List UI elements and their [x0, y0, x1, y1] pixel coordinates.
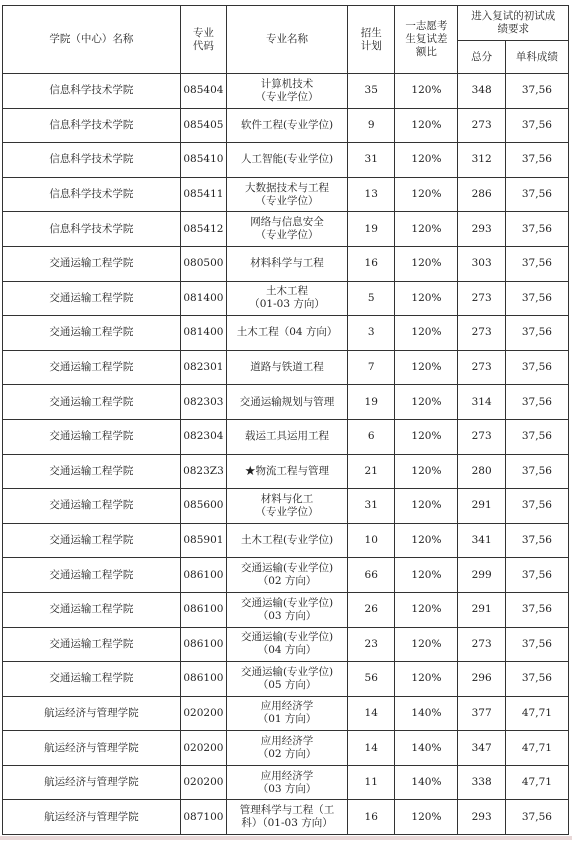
cell-code: 085901: [180, 523, 226, 558]
cell-code: 086100: [180, 627, 226, 662]
cell-code: 0823Z3: [180, 454, 226, 489]
cell-major: 交通运输(专业学位) （05 方向）: [227, 662, 348, 697]
cell-total: 347: [458, 731, 505, 766]
table-row: [3, 731, 569, 766]
cell-total: 299: [458, 558, 505, 593]
cell-major: 应用经济学 （02 方向）: [227, 731, 348, 766]
cell-school: 信息科学技术学院: [3, 74, 181, 109]
cell-major: 应用经济学 （01 方向）: [227, 696, 348, 731]
cell-single: 37,56: [505, 662, 568, 697]
table-body: [3, 74, 569, 835]
cell-plan: 31: [348, 143, 395, 178]
cell-single: 37,56: [505, 108, 568, 143]
header-plan: 招生 计划: [348, 6, 395, 74]
cell-school: 交通运输工程学院: [3, 662, 181, 697]
cell-major: 软件工程(专业学位): [227, 108, 348, 143]
cell-ratio: 120%: [395, 108, 458, 143]
table-row: [3, 558, 569, 593]
cell-single: 47,71: [505, 731, 568, 766]
table-row: [3, 523, 569, 558]
cell-single: 37,56: [505, 489, 568, 524]
table-row: [3, 454, 569, 489]
header-single: 单科成绩: [505, 41, 568, 74]
cell-code: 085404: [180, 74, 226, 109]
cell-school: 交通运输工程学院: [3, 454, 181, 489]
cell-ratio: 120%: [395, 177, 458, 212]
cell-single: 37,56: [505, 350, 568, 385]
cell-code: 087100: [180, 800, 226, 835]
page-bottom-edge: [0, 836, 572, 840]
cell-major: 道路与铁道工程: [227, 350, 348, 385]
cell-school: 航运经济与管理学院: [3, 765, 181, 800]
cell-code: 080500: [180, 246, 226, 281]
cell-plan: 7: [348, 350, 395, 385]
cell-total: 293: [458, 212, 505, 247]
table-row: [3, 212, 569, 247]
cell-single: 47,71: [505, 765, 568, 800]
cell-single: 37,56: [505, 212, 568, 247]
table-row: [3, 246, 569, 281]
cell-ratio: 120%: [395, 662, 458, 697]
cell-plan: 11: [348, 765, 395, 800]
cell-total: 280: [458, 454, 505, 489]
cell-plan: 14: [348, 696, 395, 731]
cell-major: 土木工程 （01-03 方向）: [227, 281, 348, 316]
table-row: [3, 800, 569, 835]
cell-ratio: 120%: [395, 74, 458, 109]
cell-single: 37,56: [505, 592, 568, 627]
header-total: 总分: [458, 41, 505, 74]
cell-code: 085405: [180, 108, 226, 143]
cell-single: 37,56: [505, 454, 568, 489]
cell-code: 081400: [180, 316, 226, 351]
cell-total: 273: [458, 281, 505, 316]
cell-school: 交通运输工程学院: [3, 316, 181, 351]
table-row: [3, 627, 569, 662]
cell-major: 交通运输(专业学位) （02 方向）: [227, 558, 348, 593]
cell-code: 085412: [180, 212, 226, 247]
cell-major: 交通运输(专业学位) （04 方向）: [227, 627, 348, 662]
cell-ratio: 120%: [395, 592, 458, 627]
cell-total: 296: [458, 662, 505, 697]
cell-code: 082303: [180, 385, 226, 420]
cell-major: 管理科学与工程（工 科）（01-03 方向）: [227, 800, 348, 835]
cell-school: 信息科学技术学院: [3, 108, 181, 143]
cell-total: 273: [458, 627, 505, 662]
table-row: [3, 385, 569, 420]
cell-code: 020200: [180, 731, 226, 766]
cell-total: 341: [458, 523, 505, 558]
cell-plan: 31: [348, 489, 395, 524]
cell-school: 航运经济与管理学院: [3, 731, 181, 766]
cell-single: 37,56: [505, 316, 568, 351]
cell-single: 37,56: [505, 419, 568, 454]
cell-major: 土木工程（04 方向）: [227, 316, 348, 351]
cell-school: 交通运输工程学院: [3, 281, 181, 316]
cell-plan: 5: [348, 281, 395, 316]
cell-major: 载运工具运用工程: [227, 419, 348, 454]
cell-single: 37,56: [505, 800, 568, 835]
cell-major: 网络与信息安全 （专业学位）: [227, 212, 348, 247]
cell-major: 应用经济学 （03 方向）: [227, 765, 348, 800]
cell-total: 312: [458, 143, 505, 178]
table-row: [3, 177, 569, 212]
cell-school: 交通运输工程学院: [3, 489, 181, 524]
cell-plan: 56: [348, 662, 395, 697]
cell-total: 273: [458, 316, 505, 351]
cell-code: 085600: [180, 489, 226, 524]
cell-code: 082304: [180, 419, 226, 454]
cell-ratio: 120%: [395, 385, 458, 420]
header-school: 学院（中心）名称: [3, 6, 181, 74]
header-score-group: 进入复试的初试成 绩要求: [458, 6, 569, 41]
cell-school: 交通运输工程学院: [3, 627, 181, 662]
cell-school: 交通运输工程学院: [3, 419, 181, 454]
cell-plan: 3: [348, 316, 395, 351]
cell-major: 计算机技术 （专业学位）: [227, 74, 348, 109]
cell-total: 377: [458, 696, 505, 731]
cell-code: 020200: [180, 765, 226, 800]
cell-major: 交通运输(专业学位) （03 方向）: [227, 592, 348, 627]
table-row: [3, 108, 569, 143]
cell-code: 020200: [180, 696, 226, 731]
cell-single: 37,56: [505, 143, 568, 178]
table-row: [3, 489, 569, 524]
cell-ratio: 140%: [395, 696, 458, 731]
table-row: [3, 662, 569, 697]
cell-ratio: 120%: [395, 281, 458, 316]
table-row: [3, 419, 569, 454]
cell-major: 大数据技术与工程 （专业学位）: [227, 177, 348, 212]
table-row: [3, 350, 569, 385]
cell-ratio: 120%: [395, 627, 458, 662]
table-row: [3, 316, 569, 351]
cell-plan: 19: [348, 385, 395, 420]
cell-ratio: 120%: [395, 800, 458, 835]
cell-ratio: 120%: [395, 419, 458, 454]
cell-ratio: 120%: [395, 143, 458, 178]
cell-school: 航运经济与管理学院: [3, 696, 181, 731]
cell-ratio: 140%: [395, 765, 458, 800]
cell-single: 37,56: [505, 385, 568, 420]
cell-school: 交通运输工程学院: [3, 385, 181, 420]
cell-single: 37,56: [505, 627, 568, 662]
cell-ratio: 140%: [395, 731, 458, 766]
cell-major: 材料与化工 （专业学位）: [227, 489, 348, 524]
table-header: [3, 6, 569, 74]
cell-ratio: 120%: [395, 316, 458, 351]
cell-total: 314: [458, 385, 505, 420]
table-row: [3, 143, 569, 178]
cell-school: 交通运输工程学院: [3, 523, 181, 558]
cell-school: 信息科学技术学院: [3, 212, 181, 247]
cell-total: 286: [458, 177, 505, 212]
cell-school: 交通运输工程学院: [3, 246, 181, 281]
cell-code: 086100: [180, 662, 226, 697]
cell-single: 37,56: [505, 246, 568, 281]
cell-plan: 6: [348, 419, 395, 454]
table-row: [3, 281, 569, 316]
cell-plan: 16: [348, 246, 395, 281]
table-row: [3, 765, 569, 800]
cell-ratio: 120%: [395, 350, 458, 385]
cell-code: 081400: [180, 281, 226, 316]
table-row: [3, 696, 569, 731]
header-code: 专业 代码: [180, 6, 226, 74]
cell-single: 37,56: [505, 523, 568, 558]
header-ratio: 一志愿考 生复试差 额比: [395, 6, 458, 74]
cell-plan: 16: [348, 800, 395, 835]
header-major: 专业名称: [227, 6, 348, 74]
cell-plan: 13: [348, 177, 395, 212]
cell-plan: 23: [348, 627, 395, 662]
cell-single: 37,56: [505, 74, 568, 109]
cell-school: 交通运输工程学院: [3, 350, 181, 385]
cell-ratio: 120%: [395, 489, 458, 524]
admission-table: [2, 5, 569, 835]
cell-ratio: 120%: [395, 523, 458, 558]
table-row: [3, 74, 569, 109]
cell-plan: 35: [348, 74, 395, 109]
cell-ratio: 120%: [395, 558, 458, 593]
cell-code: 086100: [180, 592, 226, 627]
cell-major: 材料科学与工程: [227, 246, 348, 281]
cell-plan: 14: [348, 731, 395, 766]
cell-total: 291: [458, 489, 505, 524]
cell-major: 交通运输规划与管理: [227, 385, 348, 420]
cell-total: 303: [458, 246, 505, 281]
cell-ratio: 120%: [395, 212, 458, 247]
cell-single: 37,56: [505, 281, 568, 316]
cell-total: 348: [458, 74, 505, 109]
cell-school: 信息科学技术学院: [3, 177, 181, 212]
cell-major: ★物流工程与管理: [227, 454, 348, 489]
cell-total: 291: [458, 592, 505, 627]
cell-school: 交通运输工程学院: [3, 558, 181, 593]
cell-total: 338: [458, 765, 505, 800]
cell-total: 273: [458, 350, 505, 385]
cell-single: 47,71: [505, 696, 568, 731]
cell-plan: 21: [348, 454, 395, 489]
cell-plan: 10: [348, 523, 395, 558]
cell-major: 土木工程(专业学位): [227, 523, 348, 558]
cell-plan: 66: [348, 558, 395, 593]
cell-ratio: 120%: [395, 454, 458, 489]
cell-code: 082301: [180, 350, 226, 385]
cell-plan: 9: [348, 108, 395, 143]
cell-school: 航运经济与管理学院: [3, 800, 181, 835]
cell-single: 37,56: [505, 177, 568, 212]
cell-total: 273: [458, 419, 505, 454]
cell-plan: 26: [348, 592, 395, 627]
cell-total: 293: [458, 800, 505, 835]
cell-single: 37,56: [505, 558, 568, 593]
cell-total: 273: [458, 108, 505, 143]
table-row: [3, 592, 569, 627]
cell-ratio: 120%: [395, 246, 458, 281]
cell-code: 085410: [180, 143, 226, 178]
cell-school: 信息科学技术学院: [3, 143, 181, 178]
cell-code: 086100: [180, 558, 226, 593]
cell-major: 人工智能(专业学位): [227, 143, 348, 178]
cell-school: 交通运输工程学院: [3, 592, 181, 627]
cell-code: 085411: [180, 177, 226, 212]
cell-plan: 19: [348, 212, 395, 247]
